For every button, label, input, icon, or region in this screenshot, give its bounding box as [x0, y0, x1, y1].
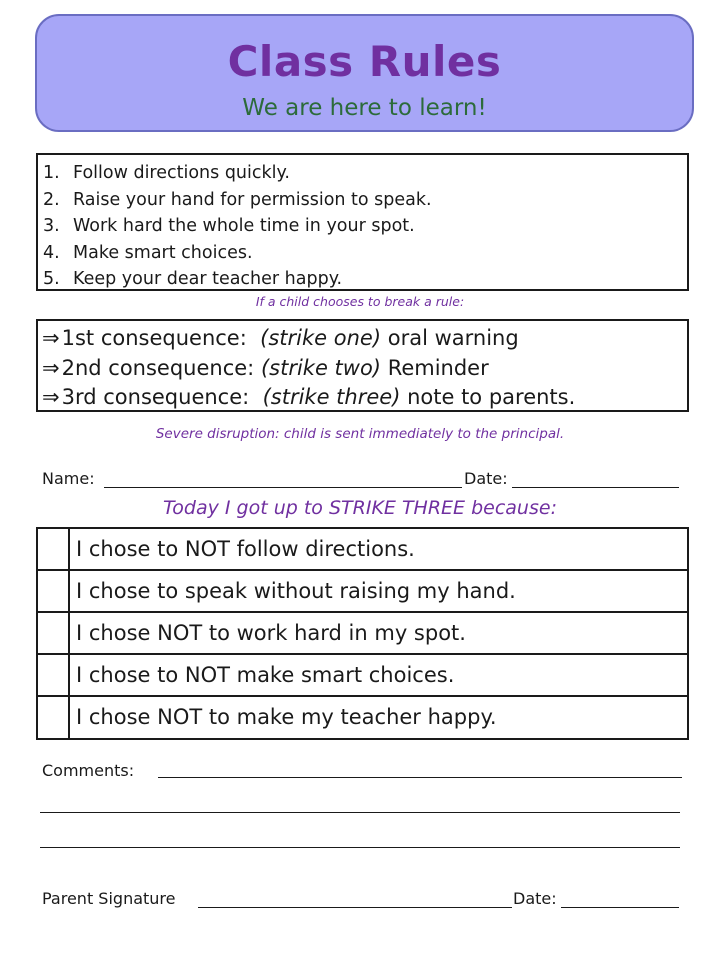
- arrow-icon: ⇒: [42, 355, 60, 380]
- reason-checkbox[interactable]: [38, 529, 70, 569]
- arrow-icon: ⇒: [42, 326, 60, 350]
- rule-item: 1. Follow directions quickly.: [43, 163, 290, 183]
- comments-field-line-1[interactable]: [158, 777, 682, 778]
- reason-text: I chose to NOT follow directions.: [76, 537, 415, 561]
- rule-item: 2. Raise your hand for permission to speak.: [43, 189, 432, 210]
- parent-signature-label: Parent Signature: [42, 889, 176, 908]
- table-row: [38, 529, 687, 571]
- rule-item: 3. Work hard the whole time in your spot.: [43, 216, 415, 236]
- comments-label: Comments:: [42, 761, 135, 780]
- arrow-icon: ⇒: [42, 385, 60, 409]
- consequence-item: ⇒3rd consequence: (strike three) note to parents.: [42, 385, 576, 409]
- signature-date-label: Date:: [513, 889, 557, 908]
- rules-list: [36, 153, 689, 291]
- comments-field-line-3[interactable]: [40, 847, 680, 848]
- table-row: [38, 655, 687, 697]
- rule-item: 4. Make smart choices.: [43, 242, 253, 263]
- consequence-item: ⇒2nd consequence: (strike two) Reminder: [42, 355, 489, 380]
- signature-date-field[interactable]: [561, 907, 679, 908]
- page-subtitle: We are here to learn!: [242, 95, 487, 121]
- consequence-item: ⇒1st consequence: (strike one) oral warning: [42, 326, 519, 350]
- reason-text: I chose to NOT make smart choices.: [76, 663, 455, 687]
- reason-checkbox[interactable]: [38, 697, 70, 738]
- severe-note: Severe disruption: child is sent immediately to the principal.: [155, 426, 565, 442]
- reason-checkbox[interactable]: [38, 571, 70, 611]
- reason-text: I chose NOT to make my teacher happy.: [76, 705, 497, 729]
- rule-item: 5. Keep your dear teacher happy.: [43, 269, 343, 289]
- name-label: Name:: [42, 469, 95, 488]
- reason-checklist: [36, 527, 689, 740]
- table-row: [38, 697, 687, 738]
- table-row: [38, 571, 687, 613]
- reason-text: I chose to speak without raising my hand.: [76, 579, 516, 603]
- rule-note: If a child chooses to break a rule:: [255, 294, 465, 309]
- strike-heading: Today I got up to STRIKE THREE because:: [163, 497, 557, 519]
- page-title: Class Rules: [227, 37, 502, 86]
- parent-signature-field[interactable]: [198, 907, 512, 908]
- header-banner: [35, 14, 694, 132]
- table-row: [38, 613, 687, 655]
- date-label: Date:: [464, 469, 508, 488]
- comments-field-line-2[interactable]: [40, 812, 680, 813]
- name-field[interactable]: [104, 487, 462, 488]
- consequences-list: [36, 319, 689, 412]
- reason-checkbox[interactable]: [38, 613, 70, 653]
- reason-text: I chose NOT to work hard in my spot.: [76, 621, 466, 645]
- reason-checkbox[interactable]: [38, 655, 70, 695]
- date-field[interactable]: [512, 487, 679, 488]
